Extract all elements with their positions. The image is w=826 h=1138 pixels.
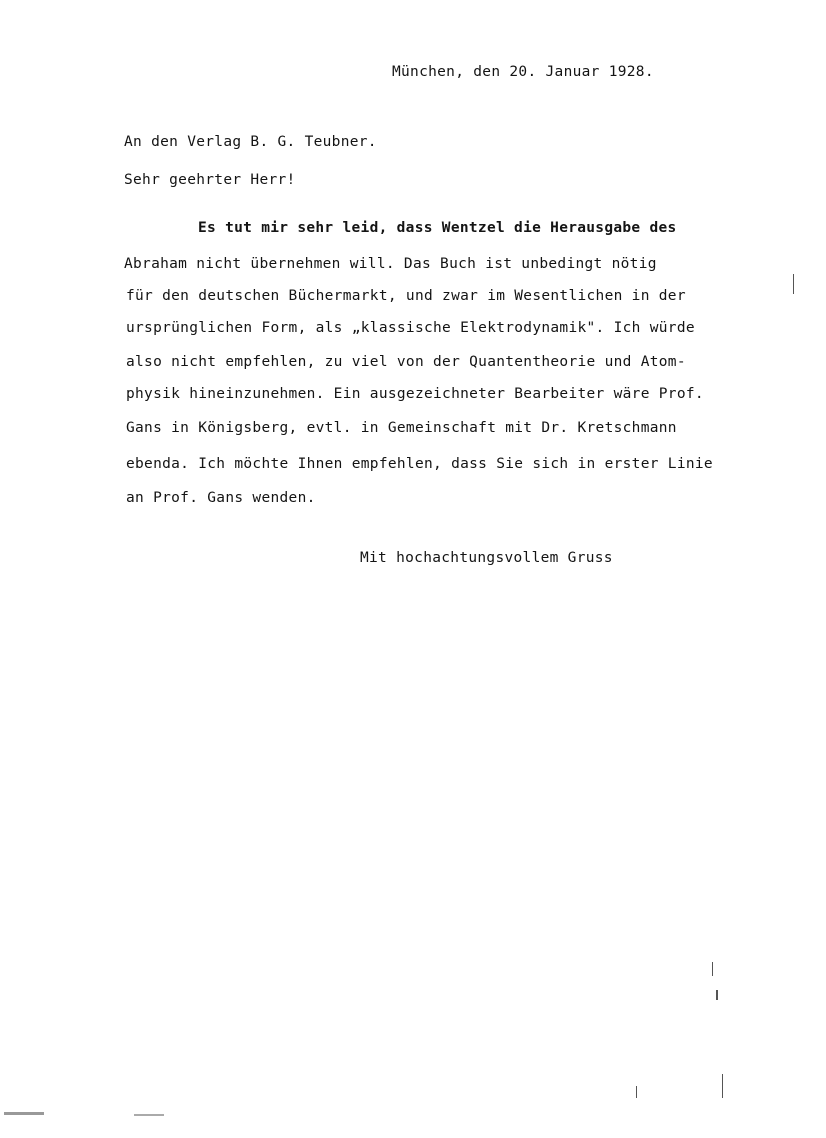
body-line: für den deutschen Büchermarkt, und zwar im Wesentlichen in der [126,288,686,304]
scan-mark [712,962,713,976]
dateline: München, den 20. Januar 1928. [392,64,654,80]
scan-mark [722,1074,723,1098]
salutation: Sehr geehrter Herr! [124,172,296,188]
recipient: An den Verlag B. G. Teubner. [124,134,377,150]
scan-mark [4,1112,44,1115]
body-line: Abraham nicht übernehmen will. Das Buch ist unbedingt nötig [124,256,657,272]
scan-mark [636,1086,637,1098]
body-line: Es tut mir sehr leid, dass Wentzel die Herausgabe des [198,220,677,236]
body-line: an Prof. Gans wenden. [126,490,316,506]
body-line: also nicht empfehlen, zu viel von der Quantentheorie und Atom- [126,354,686,370]
closing: Mit hochachtungsvollem Gruss [360,550,613,566]
body-line: physik hineinzunehmen. Ein ausgezeichneter Bearbeiter wäre Prof. [126,386,704,402]
scan-mark [716,990,718,1000]
scan-mark [134,1114,164,1116]
body-line: ursprünglichen Form, als „klassische Elektrodynamik". Ich würde [126,320,695,336]
scan-mark [793,274,794,294]
body-line: Gans in Königsberg, evtl. in Gemeinschaft mit Dr. Kretschmann [126,420,677,436]
body-line: ebenda. Ich möchte Ihnen empfehlen, dass Sie sich in erster Linie [126,456,713,472]
